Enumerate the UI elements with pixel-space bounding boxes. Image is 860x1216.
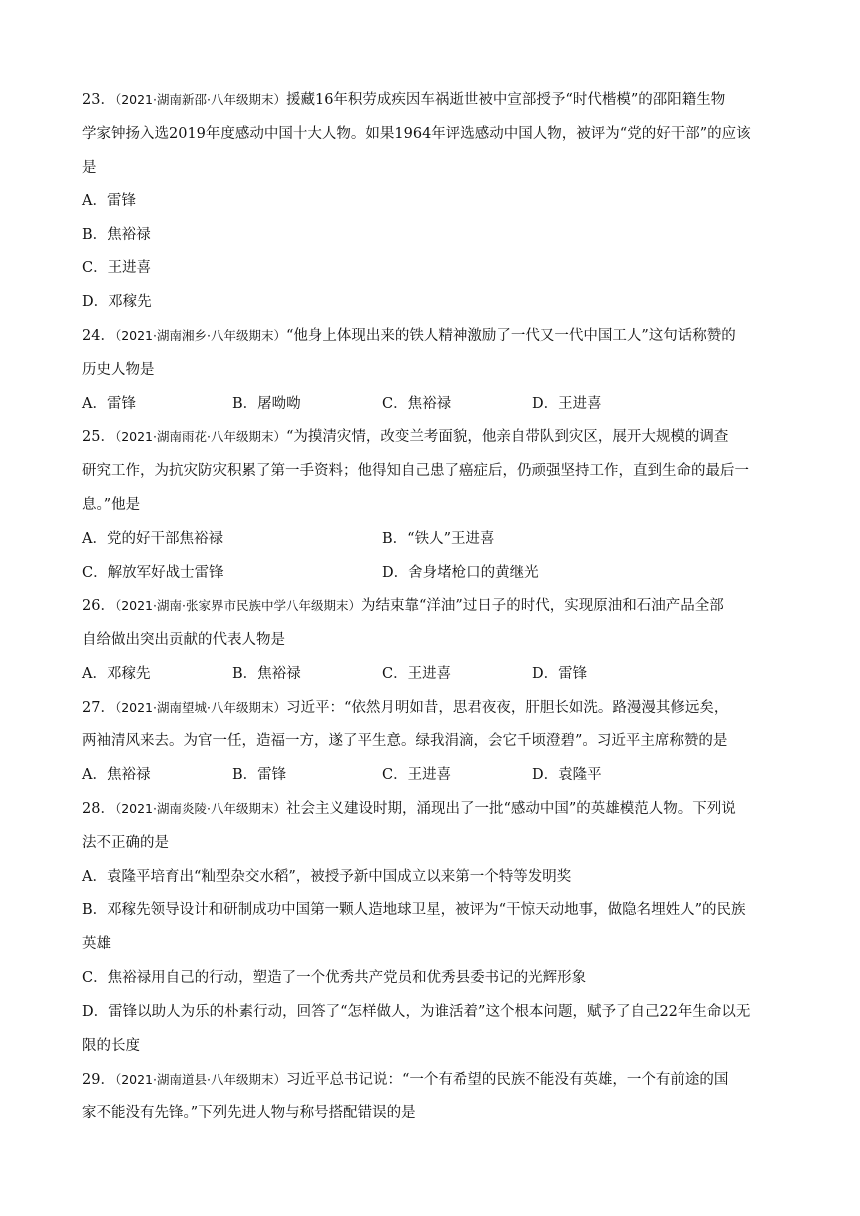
question-28-line-1: 28．（2021·湖南炎陵·八年级期末）社会主义建设时期，涌现出了一批“感动中国”的英雄模范人物。下列说 — [82, 801, 736, 817]
question-26-option-b: B．焦裕禄 — [232, 666, 301, 682]
question-25-option-d: D．舍身堵枪口的黄继光 — [382, 565, 539, 581]
question-24-option-a: A．雷锋 — [82, 396, 136, 412]
question-26-option-a: A．邓稼先 — [82, 666, 151, 682]
question-24-line-1: 24．（2021·湖南湘乡·八年级期末）“他身上体现出来的铁人精神激励了一代又一代中国工人”这句话称赞的 — [82, 328, 736, 344]
question-26-line-2: 自给做出突出贡献的代表人物是 — [82, 632, 285, 648]
question-27-option-d: D．袁隆平 — [532, 767, 602, 783]
question-28-option-c: C．焦裕禄用自己的行动，塑造了一个优秀共产党员和优秀县委书记的光辉形象 — [82, 970, 587, 986]
question-25-line-3: 息。”他是 — [82, 497, 141, 513]
question-25-line-2: 研究工作，为抗灾防灾积累了第一手资料；他得知自己患了癌症后，仍顽强坚持工作，直到生命的最后一 — [82, 463, 749, 479]
question-28-option-d: D．雷锋以助人为乐的朴素行动，回答了“怎样做人，为谁活着”这个根本问题，赋予了自己22年生命以无 — [82, 1004, 751, 1020]
question-25-option-a: A．党的好干部焦裕禄 — [82, 531, 223, 547]
question-29-line-1: 29．（2021·湖南道县·八年级期末）习近平总书记说：“一个有希望的民族不能没有英雄，一个有前途的国 — [82, 1072, 729, 1088]
question-23-line-1: 23．（2021·湖南新邵·八年级期末）援藏16年积劳成疾因车祸逝世被中宣部授予“时代楷模”的邵阳籍生物 — [82, 92, 726, 108]
question-23-line-2: 学家钟扬入选2019年度感动中国十大人物。如果1964年评选感动中国人物，被评为“党的好干部”的应该 — [82, 126, 751, 142]
question-25-option-b: B．“铁人”王进喜 — [382, 531, 495, 547]
question-23-option-c: C．王进喜 — [82, 260, 152, 276]
question-26-option-c: C．王进喜 — [382, 666, 452, 682]
question-26-line-1: 26．（2021·湖南·张家界市民族中学八年级期末）为结束靠“洋油”过日子的时代，实现原油和石油产品全部 — [82, 598, 724, 614]
question-28-option-a: A．袁隆平培育出“籼型杂交水稻”，被授予新中国成立以来第一个特等发明奖 — [82, 869, 572, 885]
question-25-options-row-2 — [82, 563, 782, 583]
question-23-option-b: B．焦裕禄 — [82, 227, 151, 243]
question-27-options — [82, 765, 782, 785]
question-24-line-2: 历史人物是 — [82, 362, 155, 378]
question-24-option-b: B．屠呦呦 — [232, 396, 301, 412]
question-26-option-d: D．雷锋 — [532, 666, 588, 682]
question-28-option-b-cont: 英雄 — [82, 936, 111, 952]
question-27-option-a: A．焦裕禄 — [82, 767, 151, 783]
question-24-options — [82, 394, 782, 414]
question-28-line-2: 法不正确的是 — [82, 835, 169, 851]
question-27-option-c: C．王进喜 — [382, 767, 452, 783]
question-24-option-c: C．焦裕禄 — [382, 396, 452, 412]
question-28-option-b: B．邓稼先领导设计和研制成功中国第一颗人造地球卫星，被评为“干惊天动地事，做隐名埋姓人”的民族 — [82, 902, 746, 918]
question-27-option-b: B．雷锋 — [232, 767, 287, 783]
question-26-options — [82, 664, 782, 684]
question-25-options-row-1 — [82, 529, 782, 549]
question-25-line-1: 25．（2021·湖南雨花·八年级期末）“为摸清灾情，改变兰考面貌，他亲自带队到灾区，展开大规模的调查 — [82, 429, 729, 445]
question-27-line-1: 27．（2021·湖南望城·八年级期末）习近平：“依然月明如昔，思君夜夜，肝胆长如洗。路漫漫其修远矣， — [82, 700, 729, 716]
question-23-option-d: D．邓稼先 — [82, 294, 152, 310]
question-23-option-a: A．雷锋 — [82, 193, 136, 209]
question-25-option-c: C．解放军好战士雷锋 — [82, 565, 224, 581]
question-27-line-2: 两袖清风来去。为官一任，造福一方，遂了平生意。绿我涓滴，会它千顷澄碧”。习近平主席称赞的是 — [82, 733, 728, 749]
question-29-line-2: 家不能没有先锋。”下列先进人物与称号搭配错误的是 — [82, 1105, 416, 1121]
question-23-line-3: 是 — [82, 160, 97, 176]
question-28-option-d-cont: 限的长度 — [82, 1038, 140, 1054]
question-24-option-d: D．王进喜 — [532, 396, 602, 412]
